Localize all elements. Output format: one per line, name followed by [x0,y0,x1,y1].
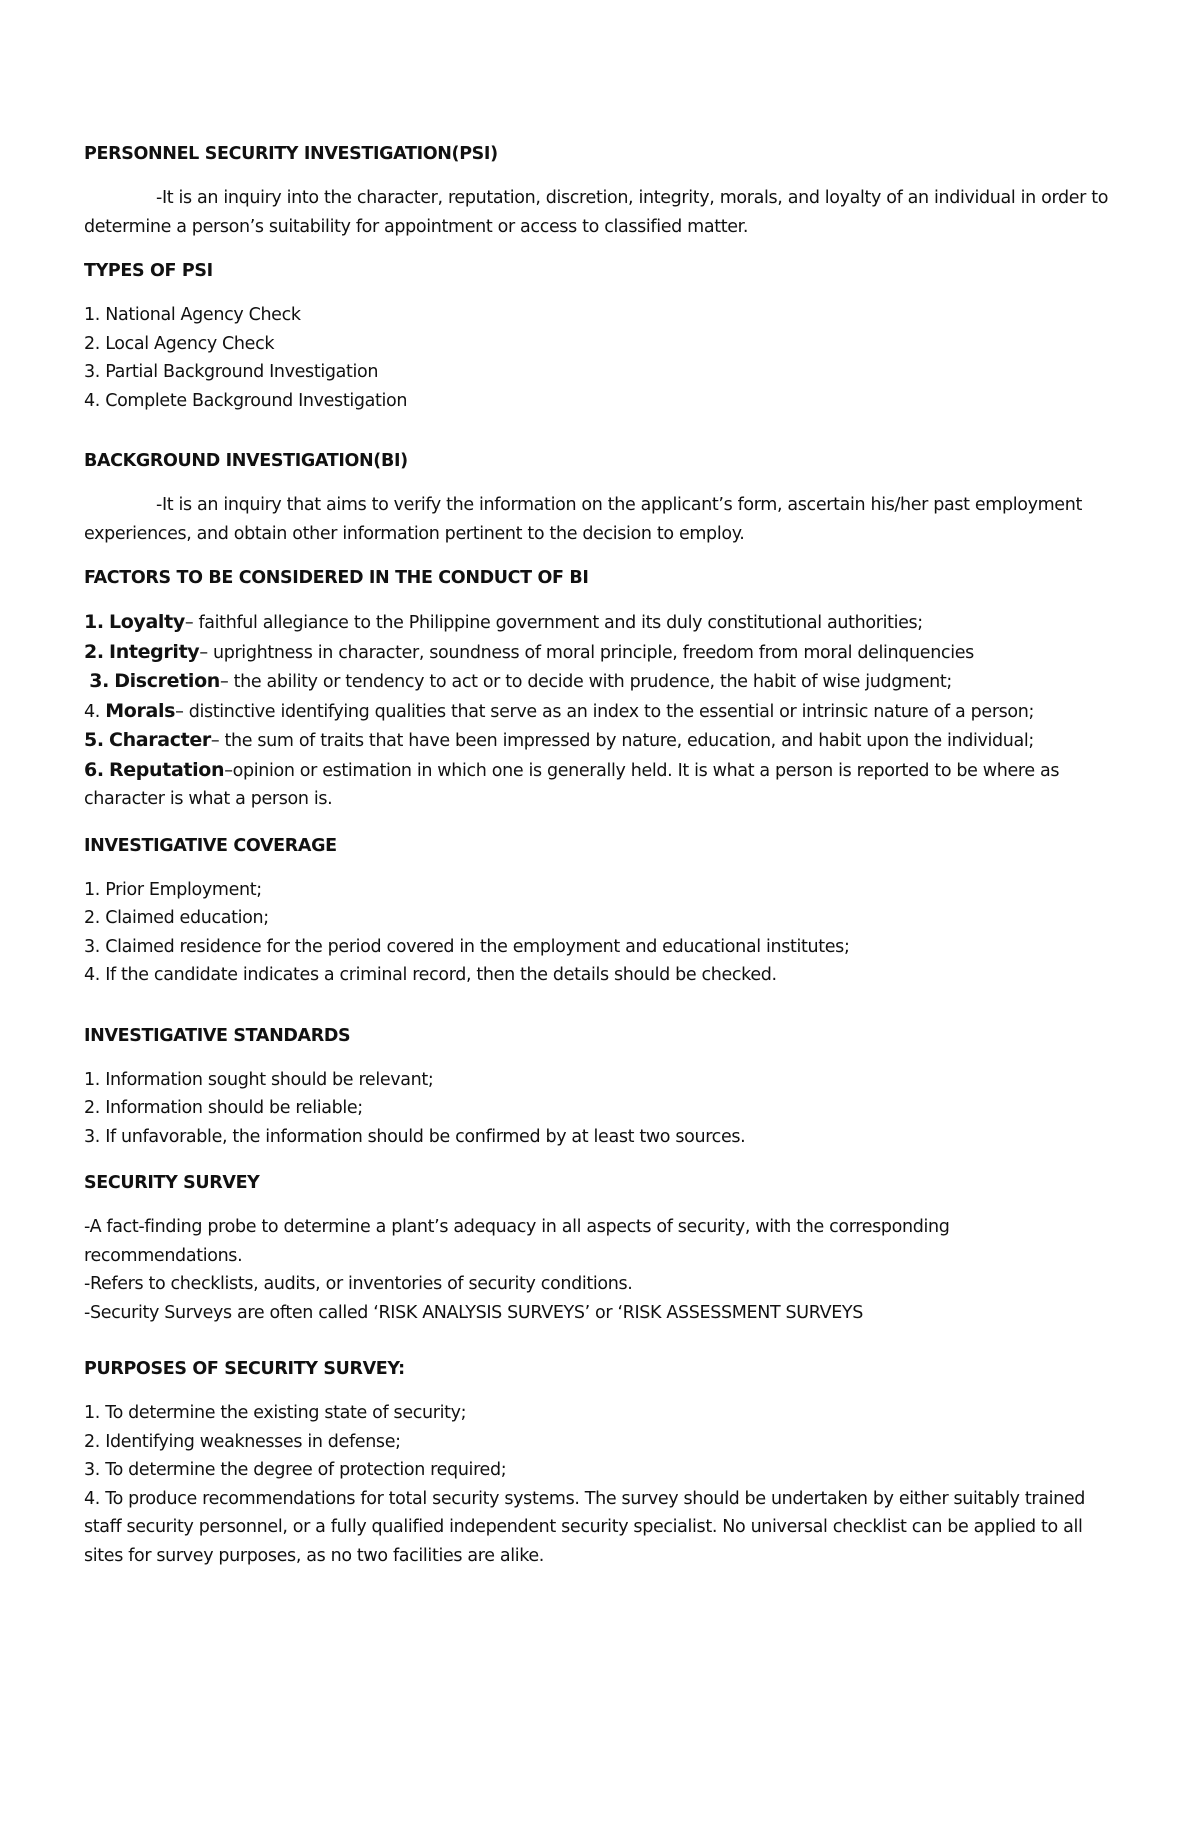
factor-desc: – the ability or tendency to act or to decide with prudence, the habit of wise judgment; [219,672,952,692]
survey-line: -Refers to checklists, audits, or inventories of security conditions. [84,1274,633,1294]
factor-term: Reputation [108,758,225,781]
factor-desc: –opinion or estimation in which one is generally held. It is what a person is reported to be where as character is what a person is. [84,760,1060,809]
factor-item: 6. Reputation–opinion or estimation in which one is generally held. It is what a person is reported to be where as character is what a person is. [84,758,1060,809]
purposes-list [84,1399,1124,1570]
bi-heading: BACKGROUND INVESTIGATION(BI) [84,451,408,471]
factor-term: Discretion [114,670,220,692]
list-item: 2. Claimed education; [84,908,269,928]
factor-term: Morals [105,699,176,722]
survey-lines [84,1213,1004,1327]
factor-desc: – faithful allegiance to the Philippine government and its duly constitutional authorities; [184,613,923,633]
standards-list [84,1066,1124,1152]
list-item: 3. To determine the degree of protection required; [84,1460,507,1480]
factor-item: 3. Discretion– the ability or tendency to act or to decide with prudence, the habit of wise judgment; [89,670,952,692]
list-item: 3. If unfavorable, the information should be confirmed by at least two sources. [84,1126,746,1147]
factor-item: 1. Loyalty– faithful allegiance to the Philippine government and its duly constitutional authorities; [84,611,923,633]
document-body [84,140,1124,1570]
coverage-heading: INVESTIGATIVE COVERAGE [84,835,337,856]
list-item: 4. To produce recommendations for total security systems. The survey should be undertaken by either suitably trained staff security personnel, or a fully qualified independent security specialist. No universal checklist can be applied to all sites for survey purposes, as no two facilities are alike. [84,1488,1086,1566]
survey-line: -Security Surveys are often called ‘RISK ANALYSIS SURVEYS’ or ‘RISK ASSESSMENT SURVEYS [84,1302,864,1323]
list-item: 1. National Agency Check [84,305,301,325]
factor-term: Integrity [108,640,200,663]
list-item: 4. If the candidate indicates a criminal record, then the details should be checked. [84,965,777,985]
list-item: 1. Prior Employment; [84,879,262,900]
types-heading: TYPES OF PSI [84,261,213,281]
list-item: 1. To determine the existing state of security; [84,1403,467,1423]
types-list [84,301,1124,415]
list-item: 3. Partial Background Investigation [84,362,379,382]
purposes-heading: PURPOSES OF SECURITY SURVEY: [84,1359,405,1379]
list-item: 1. Information sought should be relevant; [84,1069,434,1090]
list-item: 3. Claimed residence for the period covered in the employment and educational institutes; [84,936,850,957]
factor-desc: – distinctive identifying qualities that serve as an index to the essential or intrinsic nature of a person; [175,701,1035,722]
factor-term: Character [108,729,211,751]
list-item: 2. Information should be reliable; [84,1098,363,1118]
standards-heading: INVESTIGATIVE STANDARDS [84,1025,351,1046]
survey-line: -A fact-finding probe to determine a plant’s adequacy in all aspects of security, with the corresponding recommendations. [84,1217,950,1266]
factor-desc: – the sum of traits that have been impressed by nature, education, and habit upon the individual; [210,731,1034,751]
list-item: 2. Identifying weaknesses in defense; [84,1431,401,1452]
factor-term: Loyalty [108,611,185,633]
factors-list [84,608,1124,814]
bi-definition: -It is an inquiry that aims to verify the information on the applicant’s form, ascertain his/her past employment experiences, and obtain other information pertinent to the decision to employ. [84,495,1082,544]
factor-item: 4. Morals– distinctive identifying qualities that serve as an index to the essential or intrinsic nature of a person; [84,699,1035,722]
list-item: 4. Complete Background Investigation [84,390,408,411]
factors-heading: FACTORS TO BE CONSIDERED IN THE CONDUCT OF BI [84,568,589,588]
factor-item: 2. Integrity– uprightness in character, soundness of moral principle, freedom from moral delinquencies [84,640,974,663]
list-item: 2. Local Agency Check [84,333,275,354]
psi-heading: PERSONNEL SECURITY INVESTIGATION(PSI) [84,144,498,164]
survey-heading: SECURITY SURVEY [84,1173,260,1193]
factor-desc: – uprightness in character, soundness of moral principle, freedom from moral delinquencies [199,642,974,663]
coverage-list [84,876,1124,990]
psi-definition: -It is an inquiry into the character, reputation, discretion, integrity, morals, and loyalty of an individual in order to determine a person’s suitability for appointment or access to classified matter. [84,188,1109,237]
factor-item: 5. Character– the sum of traits that have been impressed by nature, education, and habit upon the individual; [84,729,1034,751]
